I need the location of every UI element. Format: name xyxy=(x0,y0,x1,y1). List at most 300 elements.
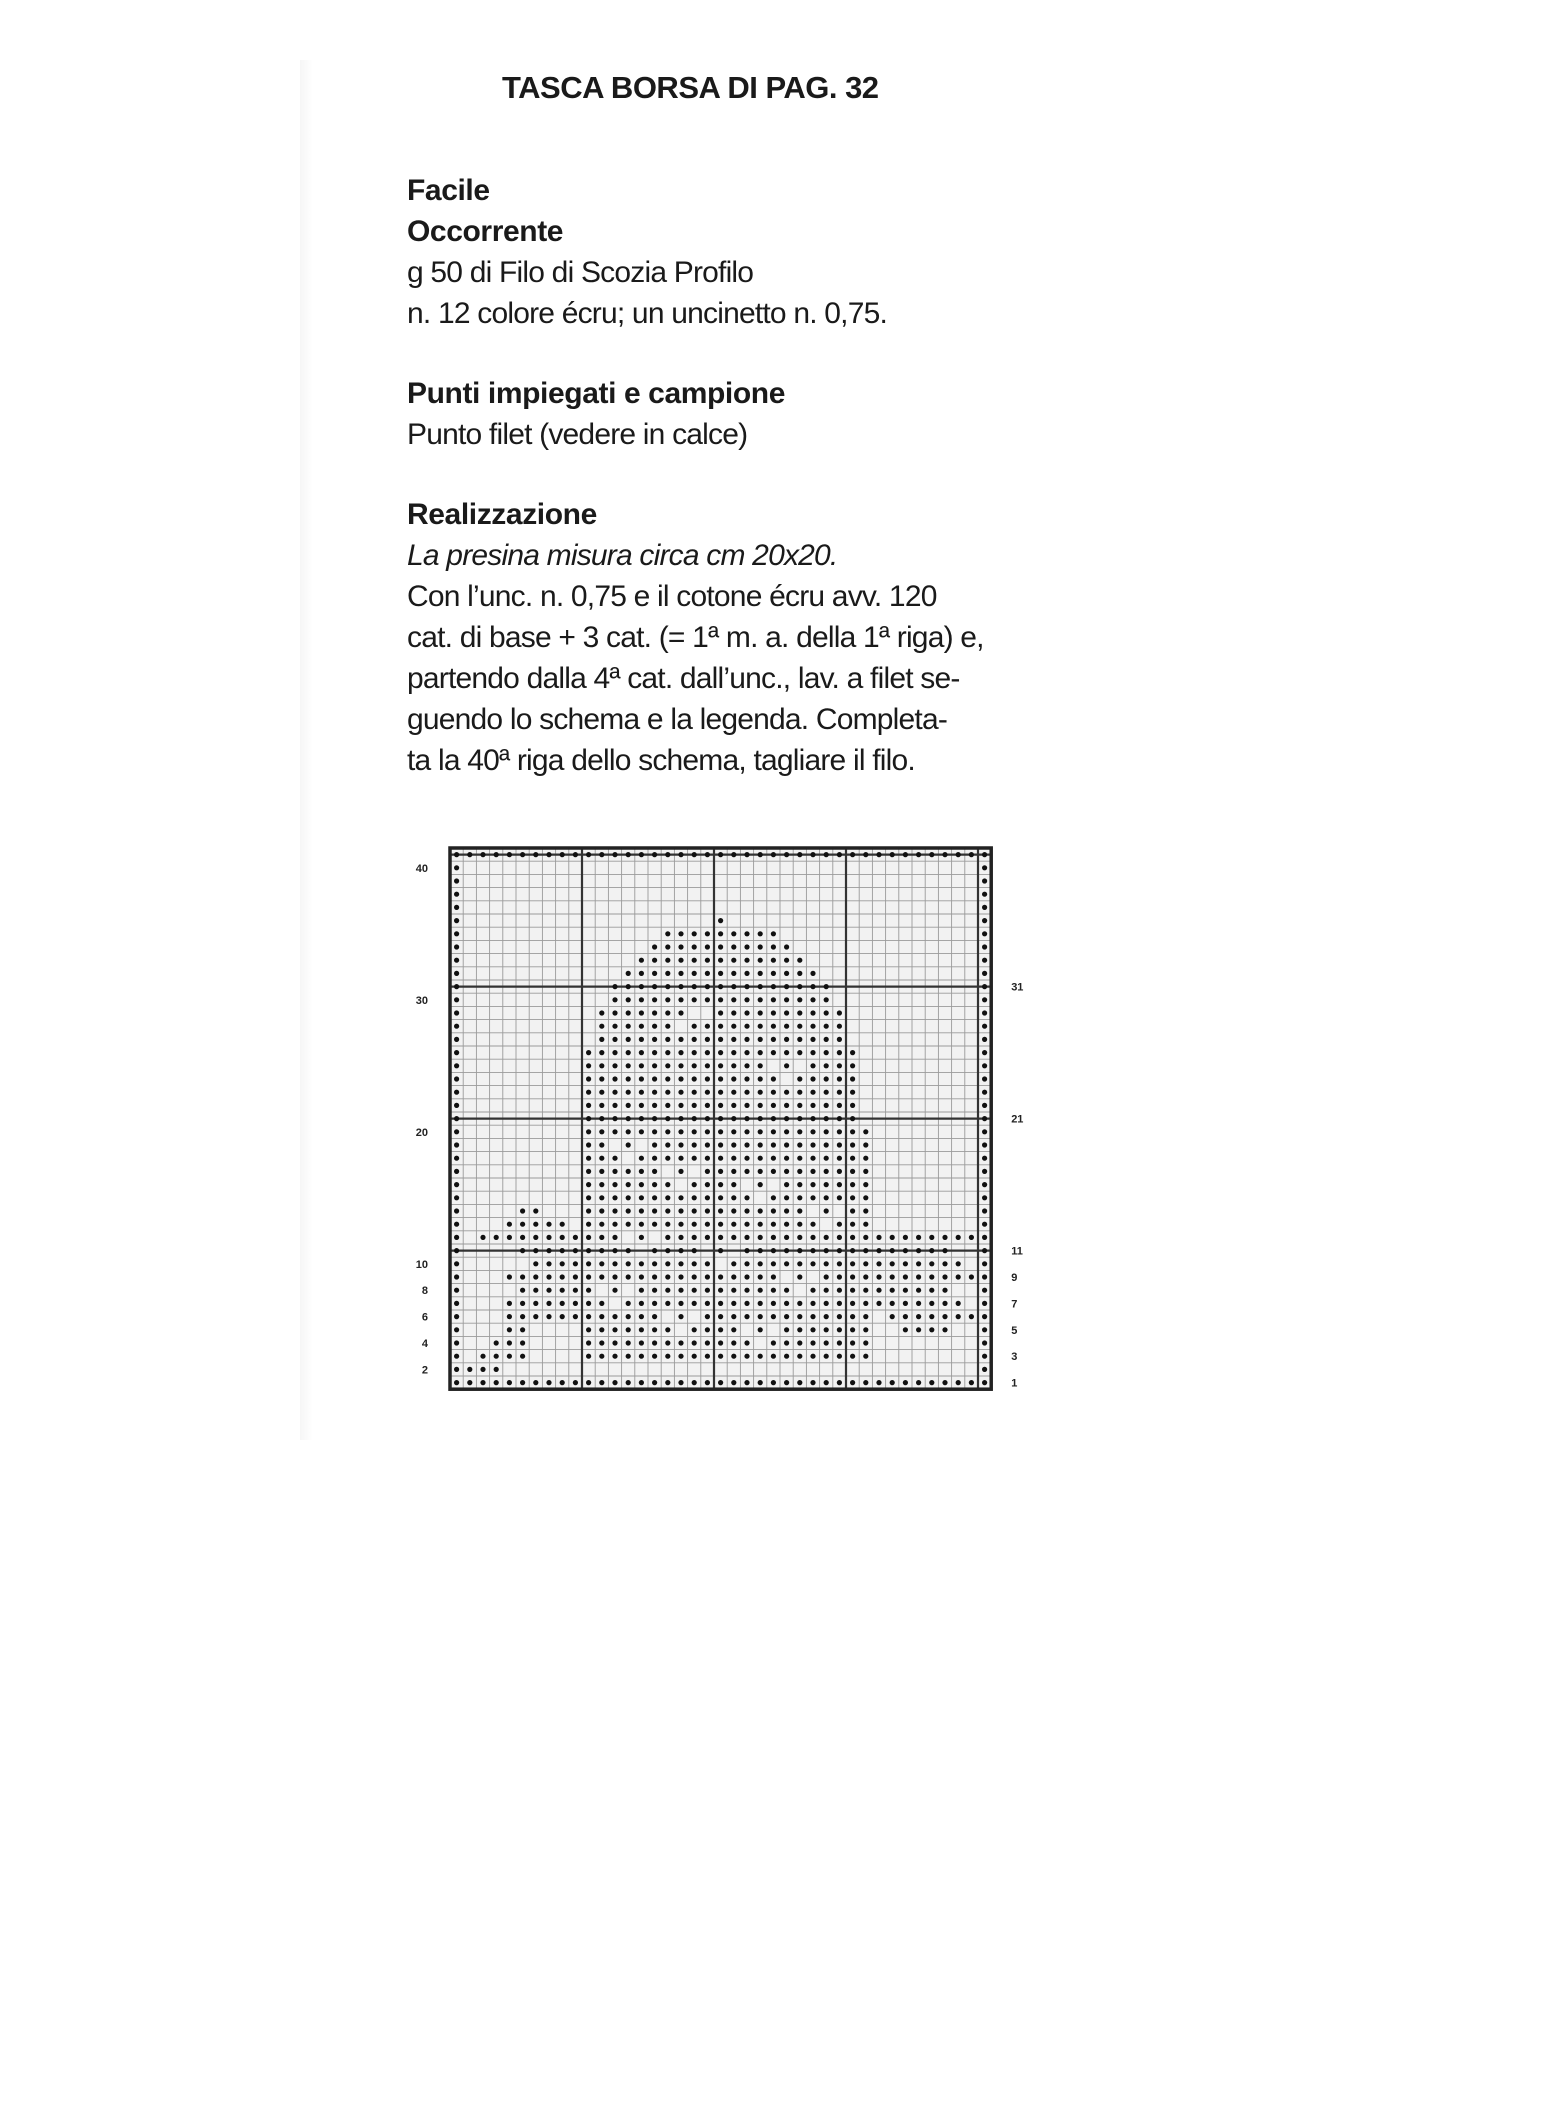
filled-cell xyxy=(758,1116,763,1121)
filled-cell xyxy=(705,997,710,1002)
filled-cell xyxy=(573,1274,578,1279)
filled-cell xyxy=(612,1076,617,1081)
filled-cell xyxy=(573,1288,578,1293)
filled-cell xyxy=(560,1288,565,1293)
filled-cell xyxy=(797,1037,802,1042)
filled-cell xyxy=(942,1327,947,1332)
filled-cell xyxy=(573,1261,578,1266)
filled-cell xyxy=(705,1182,710,1187)
filled-cell xyxy=(758,1288,763,1293)
filled-cell xyxy=(982,1142,987,1147)
filled-cell xyxy=(731,1235,736,1240)
filled-cell xyxy=(929,1288,934,1293)
filled-cell xyxy=(546,852,551,857)
filled-cell xyxy=(599,1301,604,1306)
filled-cell xyxy=(454,1063,459,1068)
filled-cell xyxy=(731,1301,736,1306)
filled-cell xyxy=(586,1261,591,1266)
filled-cell xyxy=(731,1050,736,1055)
filled-cell xyxy=(771,1129,776,1134)
filled-cell xyxy=(494,1235,499,1240)
filled-cell xyxy=(705,1354,710,1359)
filled-cell xyxy=(718,1340,723,1345)
filled-cell xyxy=(771,1195,776,1200)
filled-cell xyxy=(771,1024,776,1029)
filled-cell xyxy=(665,958,670,963)
filled-cell xyxy=(731,1340,736,1345)
filled-cell xyxy=(744,1050,749,1055)
filled-cell xyxy=(639,1103,644,1108)
filled-cell xyxy=(731,1010,736,1015)
filled-cell xyxy=(454,1261,459,1266)
filled-cell xyxy=(639,1327,644,1332)
filled-cell xyxy=(784,1116,789,1121)
filled-cell xyxy=(758,1090,763,1095)
filled-cell xyxy=(837,1142,842,1147)
filled-cell xyxy=(890,1380,895,1385)
filled-cell xyxy=(731,1314,736,1319)
filled-cell xyxy=(507,1340,512,1345)
filled-cell xyxy=(705,1156,710,1161)
filled-cell xyxy=(758,1380,763,1385)
filled-cell xyxy=(586,1142,591,1147)
filled-cell xyxy=(533,1314,538,1319)
filled-cell xyxy=(731,958,736,963)
filled-cell xyxy=(507,1354,512,1359)
filled-cell xyxy=(678,1169,683,1174)
filled-cell xyxy=(454,997,459,1002)
filled-cell xyxy=(520,1248,525,1253)
filled-cell xyxy=(546,1274,551,1279)
row-label-left: 2 xyxy=(421,1364,428,1377)
filled-cell xyxy=(718,1208,723,1213)
execution-line: cat. di base + 3 cat. (= 1ª m. a. della 1ª riga) e, xyxy=(407,621,984,654)
filled-cell xyxy=(771,1156,776,1161)
filled-cell xyxy=(916,1301,921,1306)
filled-cell xyxy=(824,997,829,1002)
filled-cell xyxy=(758,1182,763,1187)
filled-cell xyxy=(758,971,763,976)
filled-cell xyxy=(678,1274,683,1279)
filled-cell xyxy=(784,1169,789,1174)
filled-cell xyxy=(903,1314,908,1319)
filled-cell xyxy=(982,1314,987,1319)
filled-cell xyxy=(454,1182,459,1187)
filled-cell xyxy=(573,1380,578,1385)
filled-cell xyxy=(705,1050,710,1055)
filled-cell xyxy=(850,1261,855,1266)
filled-cell xyxy=(890,1274,895,1279)
filled-cell xyxy=(652,944,657,949)
filled-cell xyxy=(929,1274,934,1279)
filled-cell xyxy=(758,984,763,989)
filled-cell xyxy=(784,958,789,963)
filled-cell xyxy=(546,1222,551,1227)
filled-cell xyxy=(771,1274,776,1279)
filled-cell xyxy=(665,1222,670,1227)
row-label-left: 20 xyxy=(415,1126,428,1139)
filled-cell xyxy=(850,1076,855,1081)
filled-cell xyxy=(692,984,697,989)
filled-cell xyxy=(692,1182,697,1187)
filled-cell xyxy=(612,1063,617,1068)
filled-cell xyxy=(784,984,789,989)
filled-cell xyxy=(982,1274,987,1279)
filled-cell xyxy=(705,958,710,963)
filled-cell xyxy=(784,852,789,857)
filled-cell xyxy=(810,1314,815,1319)
filled-cell xyxy=(639,1129,644,1134)
filled-cell xyxy=(678,1116,683,1121)
filled-cell xyxy=(639,1182,644,1187)
filled-cell xyxy=(665,1116,670,1121)
filled-cell xyxy=(599,1156,604,1161)
filled-cell xyxy=(718,1142,723,1147)
filled-cell xyxy=(665,971,670,976)
filled-cell xyxy=(797,1156,802,1161)
filled-cell xyxy=(626,1261,631,1266)
filled-cell xyxy=(758,1301,763,1306)
filled-cell xyxy=(454,1301,459,1306)
filled-cell xyxy=(837,1182,842,1187)
filled-cell xyxy=(758,1103,763,1108)
filled-cell xyxy=(599,1116,604,1121)
filled-cell xyxy=(665,931,670,936)
filled-cell xyxy=(863,1169,868,1174)
filled-cell xyxy=(612,852,617,857)
filled-cell xyxy=(626,1222,631,1227)
filled-cell xyxy=(705,1024,710,1029)
filled-cell xyxy=(850,1103,855,1108)
filled-cell xyxy=(797,1090,802,1095)
filled-cell xyxy=(705,1129,710,1134)
filled-cell xyxy=(692,1024,697,1029)
filled-cell xyxy=(652,1208,657,1213)
filled-cell xyxy=(982,1248,987,1253)
filled-cell xyxy=(533,1288,538,1293)
filled-cell xyxy=(929,1235,934,1240)
filled-cell xyxy=(652,1195,657,1200)
filled-cell xyxy=(639,1063,644,1068)
filled-cell xyxy=(982,1090,987,1095)
filled-cell xyxy=(678,1222,683,1227)
filled-cell xyxy=(942,852,947,857)
filled-cell xyxy=(863,1248,868,1253)
filled-cell xyxy=(969,1380,974,1385)
filled-cell xyxy=(850,1063,855,1068)
filled-cell xyxy=(784,1063,789,1068)
filled-cell xyxy=(956,1261,961,1266)
filled-cell xyxy=(626,1314,631,1319)
filled-cell xyxy=(850,1156,855,1161)
filled-cell xyxy=(586,1354,591,1359)
filled-cell xyxy=(612,1261,617,1266)
filled-cell xyxy=(705,931,710,936)
filled-cell xyxy=(718,1301,723,1306)
filled-cell xyxy=(454,1367,459,1372)
filled-cell xyxy=(612,1037,617,1042)
filled-cell xyxy=(837,1340,842,1345)
filled-cell xyxy=(626,1195,631,1200)
filled-cell xyxy=(982,1327,987,1332)
filled-cell xyxy=(771,1116,776,1121)
row-label-left: 40 xyxy=(415,862,428,875)
filled-cell xyxy=(850,1182,855,1187)
filled-cell xyxy=(824,1103,829,1108)
filled-cell xyxy=(982,971,987,976)
filled-cell xyxy=(942,1301,947,1306)
filled-cell xyxy=(560,1301,565,1306)
filled-cell xyxy=(639,1274,644,1279)
filled-cell xyxy=(692,1261,697,1266)
filled-cell xyxy=(612,1380,617,1385)
filled-cell xyxy=(520,1314,525,1319)
filled-cell xyxy=(731,1222,736,1227)
filled-cell xyxy=(665,984,670,989)
filled-cell xyxy=(546,1261,551,1266)
filled-cell xyxy=(810,1288,815,1293)
filled-cell xyxy=(771,852,776,857)
filled-cell xyxy=(454,1050,459,1055)
filled-cell xyxy=(678,1354,683,1359)
filled-cell xyxy=(718,1274,723,1279)
filled-cell xyxy=(480,852,485,857)
execution-line: partendo dalla 4ª cat. dall’unc., lav. a filet se- xyxy=(407,662,960,695)
filled-cell xyxy=(784,1314,789,1319)
filled-cell xyxy=(678,1010,683,1015)
filled-cell xyxy=(678,1050,683,1055)
filled-cell xyxy=(573,1314,578,1319)
filled-cell xyxy=(784,1024,789,1029)
filled-cell xyxy=(797,1327,802,1332)
filled-cell xyxy=(982,1354,987,1359)
filled-cell xyxy=(758,1208,763,1213)
filled-cell xyxy=(903,1274,908,1279)
filled-cell xyxy=(533,1248,538,1253)
filled-cell xyxy=(824,1195,829,1200)
filled-cell xyxy=(665,1024,670,1029)
filled-cell xyxy=(454,892,459,897)
filled-cell xyxy=(731,1116,736,1121)
filled-cell xyxy=(665,997,670,1002)
filled-cell xyxy=(678,1076,683,1081)
filled-cell xyxy=(863,1327,868,1332)
filled-cell xyxy=(824,1024,829,1029)
filled-cell xyxy=(956,1274,961,1279)
execution-heading: Realizzazione xyxy=(407,498,597,531)
filled-cell xyxy=(810,1129,815,1134)
filled-cell xyxy=(824,1037,829,1042)
filled-cell xyxy=(956,852,961,857)
filled-cell xyxy=(520,1327,525,1332)
filled-cell xyxy=(626,1024,631,1029)
filled-cell xyxy=(718,1380,723,1385)
filled-cell xyxy=(454,865,459,870)
filled-cell xyxy=(797,1010,802,1015)
filled-cell xyxy=(665,1208,670,1213)
filled-cell xyxy=(810,1050,815,1055)
filled-cell xyxy=(626,1063,631,1068)
filled-cell xyxy=(626,852,631,857)
filled-cell xyxy=(744,1169,749,1174)
filled-cell xyxy=(850,1208,855,1213)
filled-cell xyxy=(652,1156,657,1161)
filled-cell xyxy=(612,1288,617,1293)
filled-cell xyxy=(837,1354,842,1359)
filled-cell xyxy=(744,931,749,936)
filled-cell xyxy=(797,1103,802,1108)
filled-cell xyxy=(942,1380,947,1385)
filled-cell xyxy=(890,852,895,857)
filled-cell xyxy=(454,1090,459,1095)
filled-cell xyxy=(626,1037,631,1042)
filled-cell xyxy=(652,1248,657,1253)
filled-cell xyxy=(652,1010,657,1015)
filled-cell xyxy=(612,1103,617,1108)
filled-cell xyxy=(599,1354,604,1359)
filled-cell xyxy=(837,1090,842,1095)
filled-cell xyxy=(744,1156,749,1161)
filled-cell xyxy=(784,971,789,976)
filled-cell xyxy=(982,1222,987,1227)
filled-cell xyxy=(824,1235,829,1240)
filled-cell xyxy=(929,1380,934,1385)
filled-cell xyxy=(626,1010,631,1015)
filled-cell xyxy=(982,852,987,857)
filled-cell xyxy=(876,1261,881,1266)
filled-cell xyxy=(665,1156,670,1161)
filled-cell xyxy=(797,1301,802,1306)
filled-cell xyxy=(850,1142,855,1147)
filled-cell xyxy=(692,971,697,976)
filled-cell xyxy=(718,944,723,949)
filled-cell xyxy=(692,1116,697,1121)
filled-cell xyxy=(454,1288,459,1293)
filled-cell xyxy=(652,1116,657,1121)
filled-cell xyxy=(454,1076,459,1081)
filled-cell xyxy=(824,1248,829,1253)
filled-cell xyxy=(744,1010,749,1015)
filled-cell xyxy=(718,1010,723,1015)
filled-cell xyxy=(784,1208,789,1213)
filled-cell xyxy=(744,1340,749,1345)
filled-cell xyxy=(731,931,736,936)
filled-cell xyxy=(837,1024,842,1029)
instructions xyxy=(407,170,1107,781)
filled-cell xyxy=(454,1129,459,1134)
filled-cell xyxy=(454,1380,459,1385)
filled-cell xyxy=(560,852,565,857)
filled-cell xyxy=(520,1222,525,1227)
filled-cell xyxy=(678,1248,683,1253)
filled-cell xyxy=(454,918,459,923)
filled-cell xyxy=(599,1090,604,1095)
filled-cell xyxy=(771,1208,776,1213)
filled-cell xyxy=(903,852,908,857)
filled-cell xyxy=(586,1235,591,1240)
filled-cell xyxy=(837,1195,842,1200)
filled-cell xyxy=(969,1235,974,1240)
filled-cell xyxy=(718,1156,723,1161)
filled-cell xyxy=(797,984,802,989)
filled-cell xyxy=(903,1235,908,1240)
filled-cell xyxy=(626,997,631,1002)
filled-cell xyxy=(758,1142,763,1147)
filled-cell xyxy=(916,1261,921,1266)
filled-cell xyxy=(626,1103,631,1108)
filled-cell xyxy=(639,1288,644,1293)
filled-cell xyxy=(692,1222,697,1227)
filled-cell xyxy=(678,1103,683,1108)
filled-cell xyxy=(467,1367,472,1372)
filled-cell xyxy=(678,1380,683,1385)
filled-cell xyxy=(507,1222,512,1227)
filled-cell xyxy=(678,852,683,857)
filled-cell xyxy=(784,1103,789,1108)
filled-cell xyxy=(784,1248,789,1253)
filled-cell xyxy=(731,1182,736,1187)
filled-cell xyxy=(810,852,815,857)
filled-cell xyxy=(810,1010,815,1015)
filled-cell xyxy=(678,1261,683,1266)
filled-cell xyxy=(758,1024,763,1029)
filled-cell xyxy=(507,1314,512,1319)
filled-cell xyxy=(863,1354,868,1359)
filled-cell xyxy=(599,1103,604,1108)
filled-cell xyxy=(705,1288,710,1293)
filled-cell xyxy=(705,1301,710,1306)
filled-cell xyxy=(784,1235,789,1240)
filled-cell xyxy=(982,1288,987,1293)
row-label-left: 6 xyxy=(421,1311,428,1324)
filled-cell xyxy=(639,1354,644,1359)
filled-cell xyxy=(837,1274,842,1279)
filled-cell xyxy=(850,1050,855,1055)
filled-cell xyxy=(956,1380,961,1385)
filled-cell xyxy=(744,852,749,857)
filled-cell xyxy=(731,1063,736,1068)
filled-cell xyxy=(454,1116,459,1121)
filled-cell xyxy=(837,1288,842,1293)
filled-cell xyxy=(797,1261,802,1266)
filled-cell xyxy=(692,1063,697,1068)
filled-cell xyxy=(824,1314,829,1319)
filled-cell xyxy=(771,1235,776,1240)
filled-cell xyxy=(639,852,644,857)
filled-cell xyxy=(982,918,987,923)
filled-cell xyxy=(771,931,776,936)
filled-cell xyxy=(771,1010,776,1015)
filled-cell xyxy=(850,1314,855,1319)
filled-cell xyxy=(744,1222,749,1227)
filled-cell xyxy=(639,1076,644,1081)
filled-cell xyxy=(824,1076,829,1081)
filled-cell xyxy=(824,1340,829,1345)
filled-cell xyxy=(639,1314,644,1319)
filled-cell xyxy=(824,1208,829,1213)
filled-cell xyxy=(586,852,591,857)
filled-cell xyxy=(758,944,763,949)
filled-cell xyxy=(586,1314,591,1319)
filled-cell xyxy=(982,1367,987,1372)
filled-cell xyxy=(731,1261,736,1266)
filled-cell xyxy=(494,1380,499,1385)
filled-cell xyxy=(612,1195,617,1200)
filled-cell xyxy=(850,1354,855,1359)
filled-cell xyxy=(784,944,789,949)
filled-cell xyxy=(731,984,736,989)
filled-cell xyxy=(784,1354,789,1359)
